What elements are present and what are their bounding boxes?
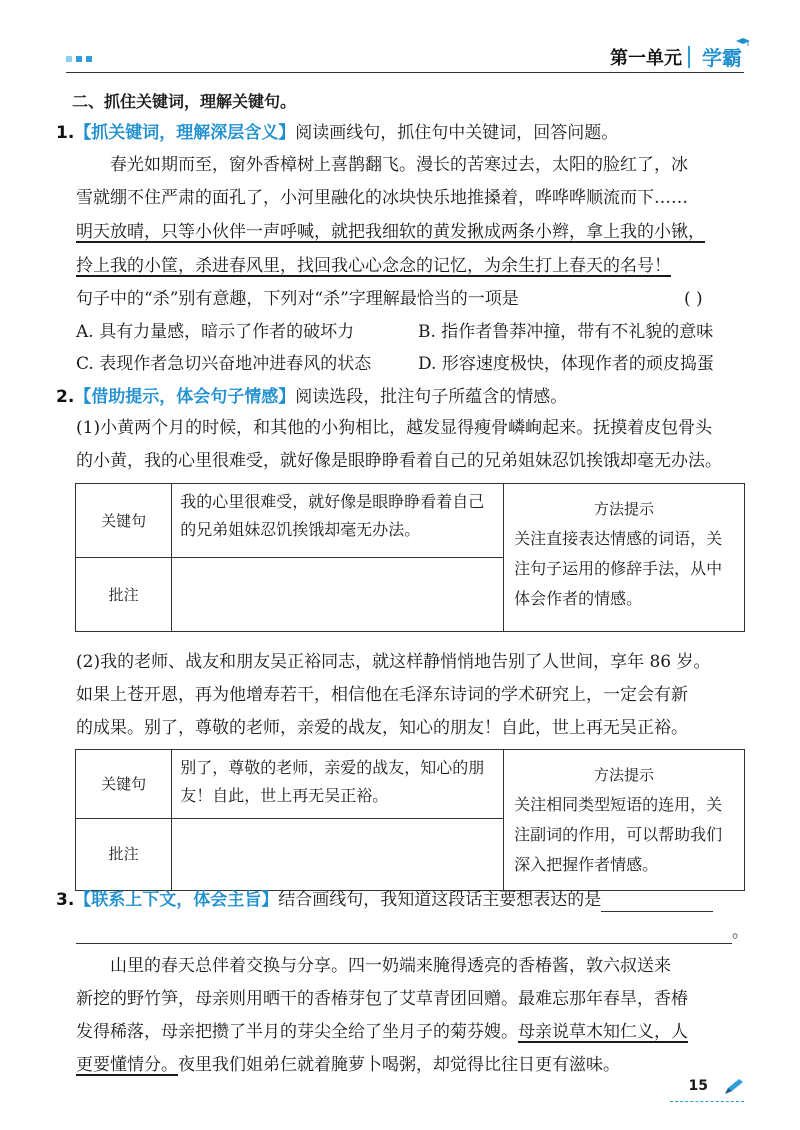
pencil-icon [723, 1078, 745, 1096]
q1-tag: 【抓关键词，理解深层含义】 [74, 123, 296, 143]
q3-number: 3. [56, 890, 75, 910]
q1-underlined-line: 明天放晴，只等小伙伴一声呼喊，就把我细软的黄发揪成两条小辫，拿上我的小锹， [76, 222, 705, 242]
method-tip-title: 方法提示 [594, 766, 655, 784]
q1-answer-paren: ( ) [684, 289, 703, 309]
q3-answer-blank[interactable] [601, 891, 713, 912]
q3-passage-line: 新挖的野竹笋，母亲则用晒干的香椿芽包了艾草青团回赠。最难忘那年春旱，香椿 [76, 989, 688, 1009]
q3-passage-line [76, 1053, 620, 1077]
q3-tag: 【联系上下文，体会主旨】 [74, 890, 279, 910]
key-sentence-label: 关键句 [76, 750, 172, 819]
q2-heading [56, 385, 567, 409]
method-tip-text: 关注相同类型短语的连用，关注副词的作用，可以帮助我们深入把握作者情感。 [514, 795, 723, 874]
q3-passage-text: 发得稀落，母亲把攒了半月的芽尖全给了坐月子的菊芬嫂。 [76, 1022, 518, 1042]
q2-number: 2. [56, 387, 75, 407]
key-sentence-text: 我的心里很难受，就好像是眼睁睁看着自己的兄弟姐妹忍饥挨饿却毫无办法。 [172, 484, 504, 558]
q1-underlined-line: 拎上我的小筐，杀进春风里，找回我心心念念的记忆，为余生打上春天的名号！ [76, 256, 671, 276]
page-number: 15 [688, 1078, 708, 1094]
annotation-answer-area[interactable] [172, 818, 504, 890]
unit-title: 第一单元 [610, 48, 682, 69]
q2-p2-line: (2)我的老师、战友和朋友吴正裕同志，就这样静悄悄地告别了人世间，享年 86 岁。 [76, 652, 711, 672]
method-tip-text: 关注直接表达情感的词语，关注句子运用的修辞手法，从中体会作者的情感。 [514, 529, 723, 608]
q3-underlined-text: 更要懂情分。 [76, 1055, 178, 1075]
q1-heading [56, 121, 618, 145]
q2-p2-line: 如果上苍开恩，再为他增寿若干，相信他在毛泽东诗词的学术研究上，一定会有新 [76, 685, 688, 705]
q3-passage-line: 山里的春天总伴着交换与分享。四一奶端来腌得透亮的香椿酱，敦六叔送来 [110, 956, 671, 976]
q1-option-a[interactable]: A. 具有力量感，暗示了作者的破坏力 [76, 322, 355, 342]
key-sentence-text: 别了，尊敬的老师，亲爱的战友，知心的朋友！自此，世上再无吴正裕。 [172, 750, 504, 819]
annotation-answer-area[interactable] [172, 558, 504, 632]
q1-option-b[interactable]: B. 指作者鲁莽冲撞，带有不礼貌的意味 [418, 322, 714, 342]
q1-option-d[interactable]: D. 形容速度极快，体现作者的顽皮捣蛋 [418, 354, 714, 374]
q2-tag: 【借助提示，体会句子情感】 [74, 387, 296, 407]
method-tip [504, 484, 745, 632]
brand-logo: 学霸 [702, 46, 742, 70]
key-sentence-label: 关键句 [76, 484, 172, 558]
graduation-cap-icon [736, 38, 750, 46]
q2-p1-line: (1)小黄两个月的时候，和其他的小狗相比，越发显得瘦骨嶙峋起来。抚摸着皮包骨头 [76, 418, 713, 438]
q1-passage-line: 春光如期而至，窗外香樟树上喜鹊翻飞。漫长的苦寒过去，太阳的脸红了，冰 [110, 155, 688, 175]
q1-question: 句子中的“杀”别有意趣，下列对“杀”字理解最恰当的一项是 [76, 289, 519, 309]
annotation-label: 批注 [76, 558, 172, 632]
method-tip-title: 方法提示 [594, 500, 655, 518]
header-rule [66, 72, 744, 73]
header-divider [688, 46, 690, 68]
q2-p2-line: 的成果。别了，尊敬的老师，亲爱的战友，知心的朋友！自此，世上再无吴正裕。 [76, 718, 688, 738]
footer-rule [670, 1101, 744, 1102]
header-decoration [66, 56, 92, 62]
q2-p1-line: 的小黄，我的心里很难受，就好像是眼睁睁看着自己的兄弟姐妹忍饥挨饿却毫无办法。 [76, 451, 722, 471]
q1-passage-line: 雪就绷不住严肃的面孔了，小河里融化的冰块快乐地推搡着，哗哗哗顺流而下…… [76, 188, 688, 208]
annotation-label: 批注 [76, 818, 172, 890]
section-title: 二、抓住关键词，理解关键句。 [72, 92, 297, 111]
annotation-table-1 [75, 483, 745, 632]
method-tip [504, 750, 745, 891]
q3-passage-line [76, 1020, 688, 1044]
annotation-table-2 [75, 749, 745, 891]
q3-end-mark: 。 [732, 922, 749, 942]
q3-prompt: 结合画线句，我知道这段话主要想表达的是 [278, 890, 602, 910]
q3-heading [56, 888, 713, 912]
q3-answer-blank[interactable] [76, 923, 732, 944]
q2-prompt: 阅读选段，批注句子所蕴含的情感。 [295, 387, 568, 407]
q1-number: 1. [56, 123, 75, 143]
q1-option-c[interactable]: C. 表现作者急切兴奋地冲进春风的状态 [76, 354, 372, 374]
q3-answer-line-2 [76, 920, 749, 944]
q1-prompt: 阅读画线句，抓住句中关键词，回答问题。 [295, 123, 619, 143]
q3-passage-text: 夜里我们姐弟仨就着腌萝卜喝粥，却觉得比往日更有滋味。 [178, 1055, 620, 1075]
q3-underlined-text: 母亲说草木知仁义，人 [518, 1022, 688, 1042]
